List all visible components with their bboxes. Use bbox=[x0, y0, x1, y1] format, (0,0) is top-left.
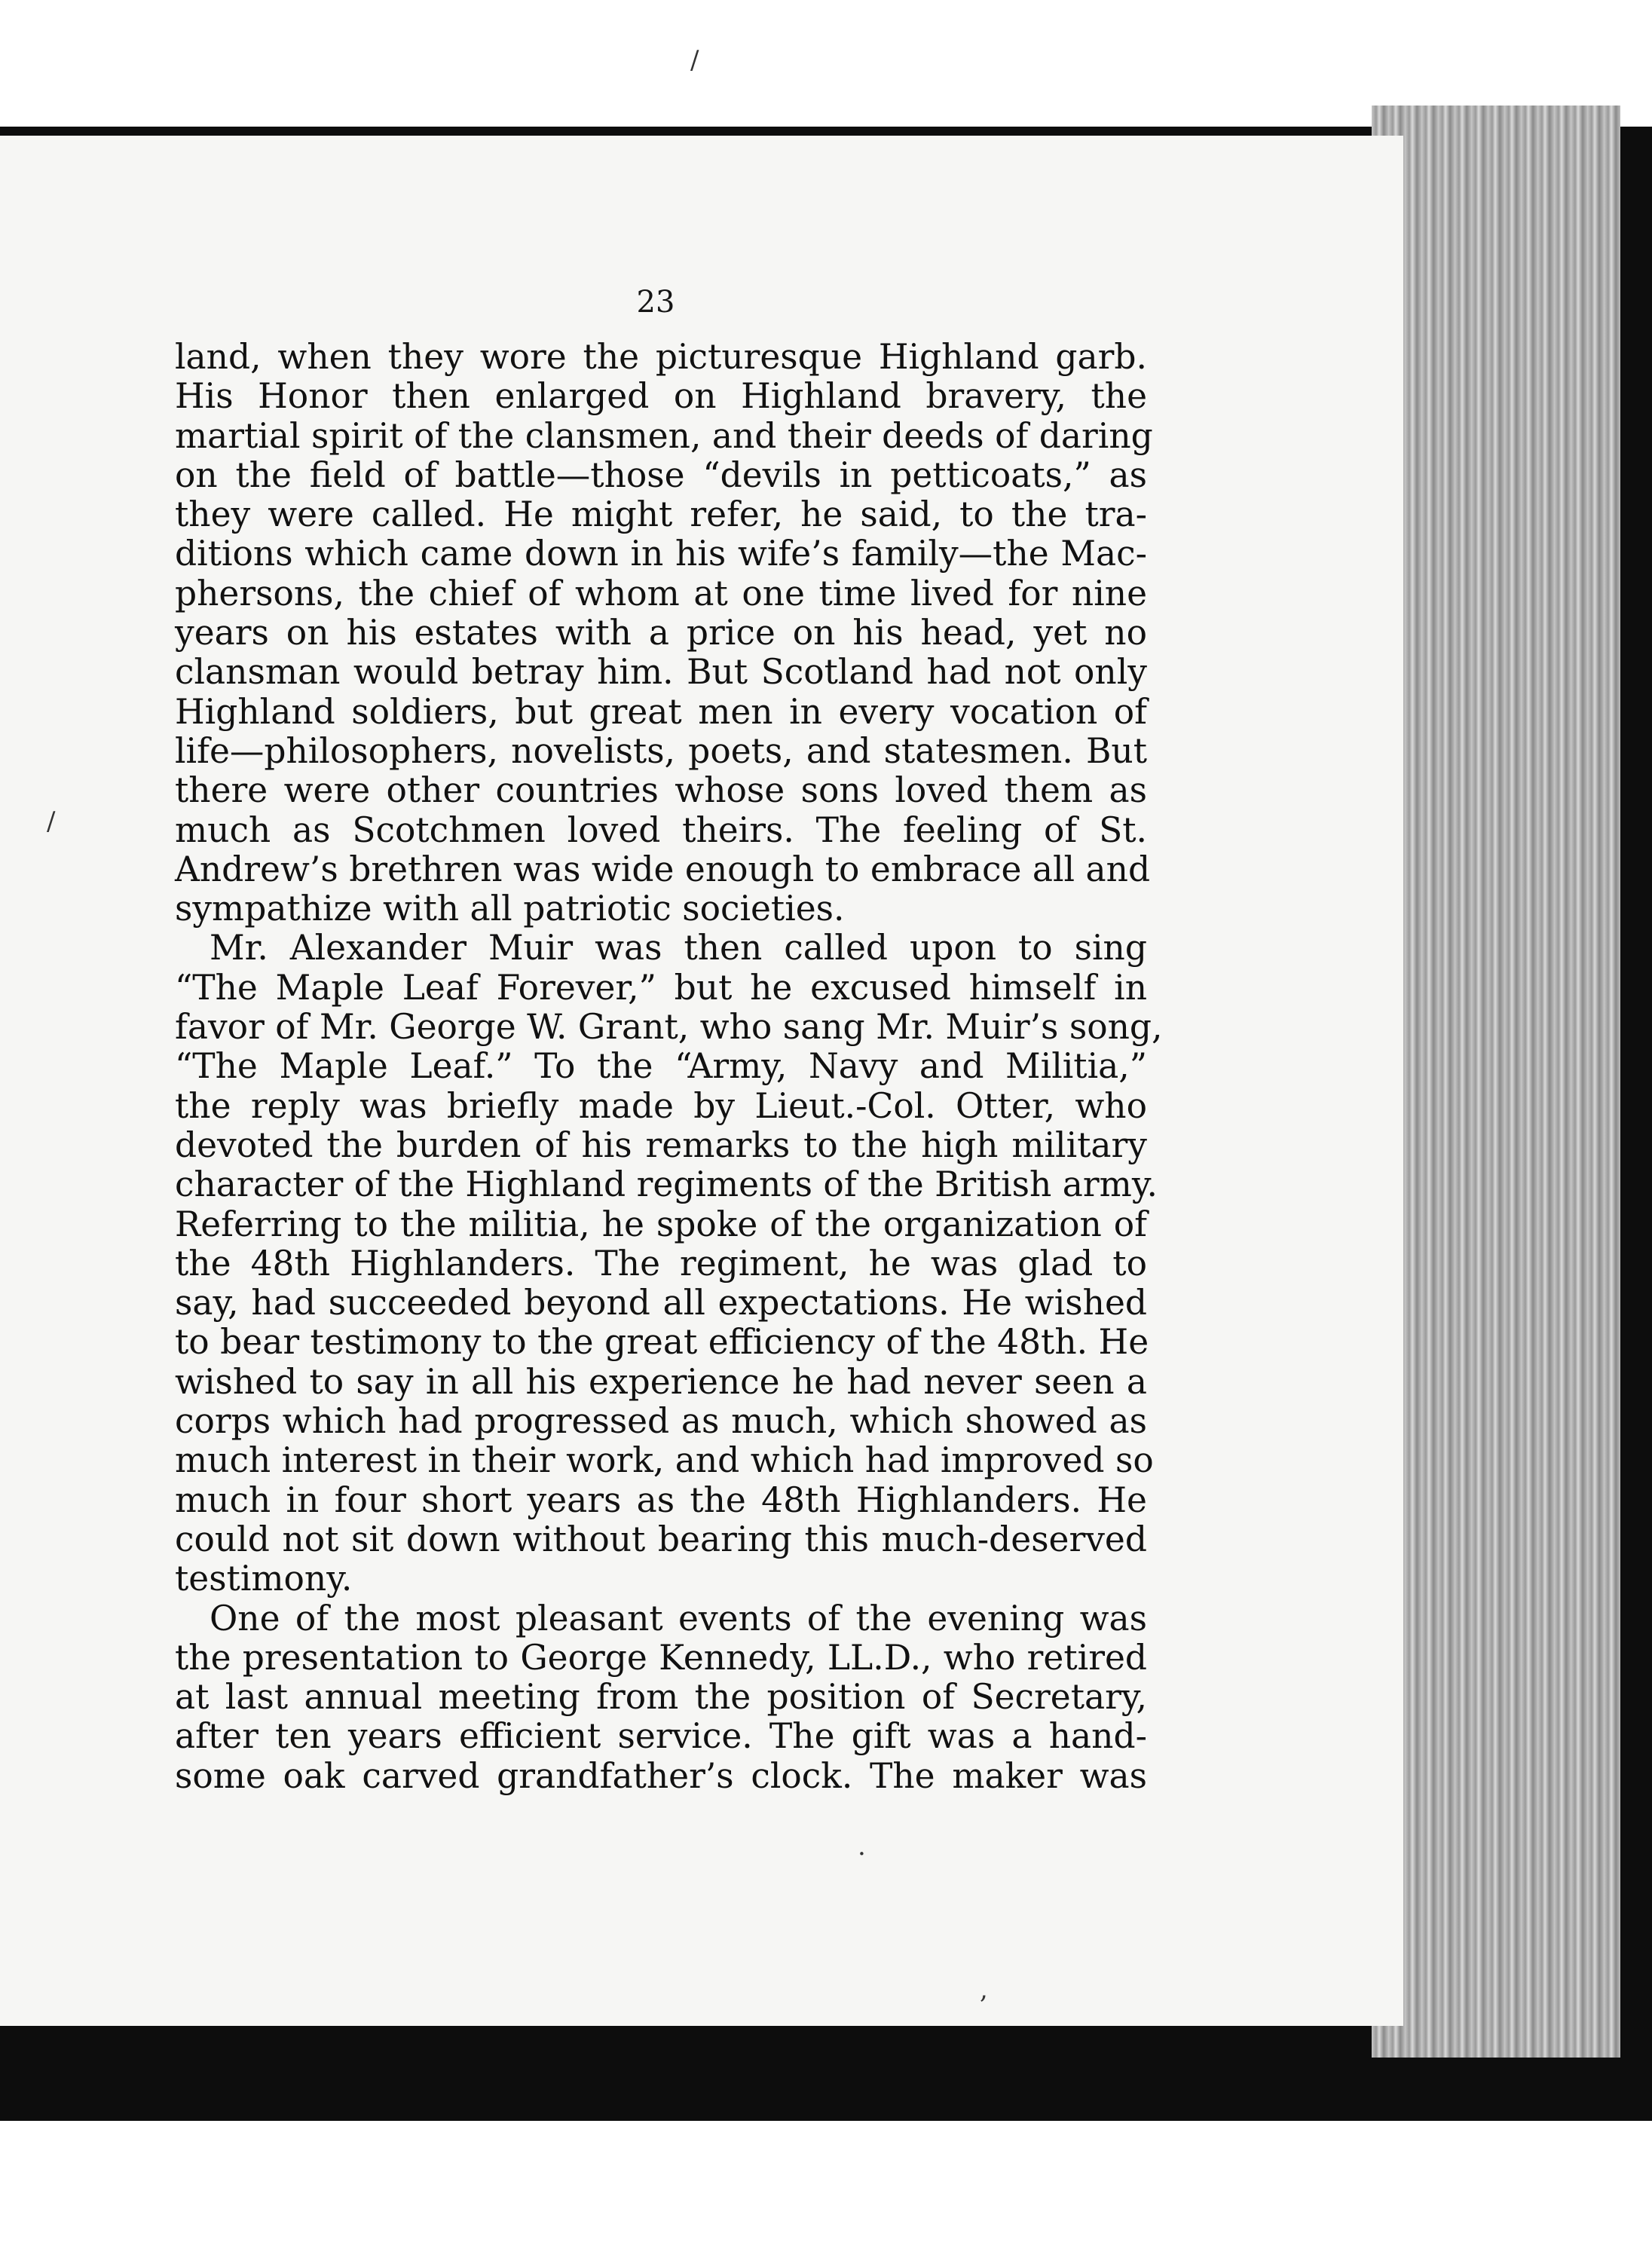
page-number: 23 bbox=[636, 285, 675, 320]
book-page bbox=[0, 136, 1403, 2026]
text-line: wished to say in all his experience he had never seen a bbox=[175, 1361, 1147, 1402]
text-line: “The Maple Leaf Forever,” but he excused himself in bbox=[175, 967, 1147, 1008]
text-line: much as Scotchmen loved theirs. The feeling of St. bbox=[175, 809, 1147, 850]
text-line: the 48th Highlanders. The regiment, he was glad to bbox=[175, 1243, 1147, 1284]
scan-speck: / bbox=[690, 45, 699, 75]
text-line: testimony. bbox=[175, 1559, 353, 1599]
scan-speck: , bbox=[980, 1975, 988, 2005]
text-line: His Honor then enlarged on Highland bravery, the bbox=[175, 376, 1147, 417]
text-line: much in four short years as the 48th Highlanders. He bbox=[175, 1479, 1147, 1520]
text-line: clansman would betray him. But Scotland had not only bbox=[175, 652, 1147, 693]
text-line: to bear testimony to the great efficiency of the 48th. He bbox=[175, 1322, 1149, 1363]
text-line: could not sit down without bearing this much-deserved bbox=[175, 1519, 1147, 1559]
text-line: Andrew’s brethren was wide enough to embrace all and bbox=[175, 849, 1151, 889]
text-line: land, when they wore the picturesque Highland garb. bbox=[175, 337, 1147, 377]
text-line: devoted the burden of his remarks to the high military bbox=[175, 1124, 1147, 1165]
text-line: favor of Mr. George W. Grant, who sang Mr. Muir’s song, bbox=[175, 1007, 1163, 1048]
text-line: sympathize with all patriotic societies. bbox=[175, 889, 845, 929]
text-line: Referring to the militia, he spoke of the organization of bbox=[175, 1204, 1147, 1244]
text-line: at last annual meeting from the position of Secretary, bbox=[175, 1677, 1147, 1718]
text-line: the reply was briefly made by Lieut.-Col. Otter, who bbox=[175, 1085, 1147, 1126]
scan-speck: / bbox=[47, 806, 56, 837]
scan-speck: . bbox=[858, 1831, 866, 1862]
text-line: martial spirit of the clansmen, and their deeds of daring bbox=[175, 415, 1153, 456]
text-line: years on his estates with a price on his head, yet no bbox=[175, 613, 1147, 653]
text-line: the presentation to George Kennedy, LL.D., who retired bbox=[175, 1637, 1147, 1678]
book-page-edges bbox=[1372, 106, 1620, 2058]
text-line: Highland soldiers, but great men in every vocation of bbox=[175, 691, 1147, 732]
text-line: life—philosophers, novelists, poets, and statesmen. But bbox=[175, 730, 1147, 771]
text-line: on the field of battle—those “devils in petticoats,” as bbox=[175, 454, 1147, 495]
text-line: some oak carved grandfather’s clock. The maker was bbox=[175, 1755, 1147, 1796]
text-line: say, had succeeded beyond all expectations. He wished bbox=[175, 1283, 1147, 1323]
text-line: much interest in their work, and which had improved so bbox=[175, 1440, 1154, 1481]
text-line: phersons, the chief of whom at one time lived for nine bbox=[175, 573, 1147, 613]
text-line: after ten years efficient service. The gift was a hand- bbox=[175, 1716, 1147, 1757]
body-text bbox=[175, 337, 1163, 1796]
text-line: One of the most pleasant events of the evening was bbox=[210, 1598, 1147, 1638]
text-line: they were called. He might refer, he said, to the tra- bbox=[175, 494, 1147, 535]
text-line: character of the Highland regiments of the British army. bbox=[175, 1164, 1158, 1205]
text-line: ditions which came down in his wife’s family—the Mac- bbox=[175, 534, 1147, 574]
text-line: “The Maple Leaf.” To the “Army, Navy and Militia,” bbox=[175, 1046, 1147, 1087]
text-line: there were other countries whose sons loved them as bbox=[175, 770, 1147, 811]
text-line: Mr. Alexander Muir was then called upon to sing bbox=[210, 928, 1147, 968]
text-line: corps which had progressed as much, which showed as bbox=[175, 1401, 1147, 1442]
